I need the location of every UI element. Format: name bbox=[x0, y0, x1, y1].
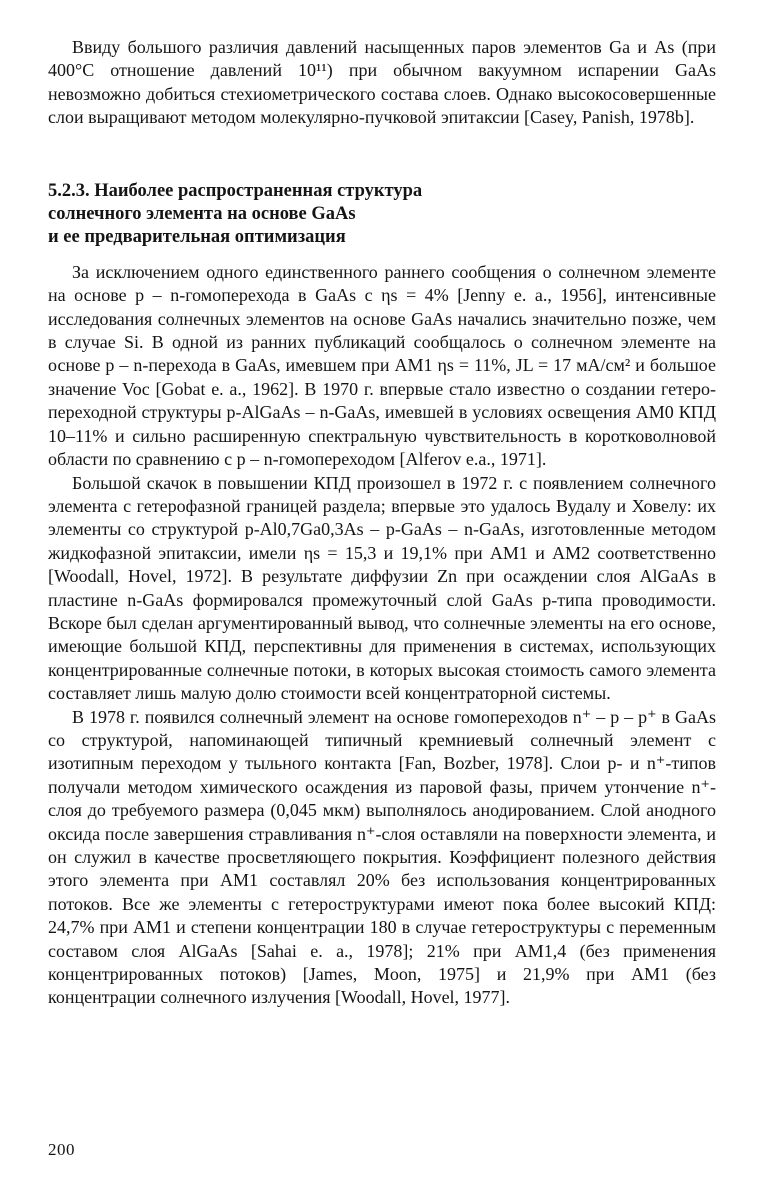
book-page bbox=[48, 36, 716, 1010]
section-heading-line-1: 5.2.3. Наиболее распространенная структура bbox=[48, 180, 423, 201]
intro-paragraph: Ввиду большого различия давлений насыщенных паров элементов Ga и As (при 400°C отношение давлений 10¹¹) при обычном вакуумном испарении GaAs невозможно добиться стехиометрического состава слоев. Однако высокосовершенные слои выращивают методом молекулярно-пучковой эпитаксии [Casey, Panish, 1978b]. bbox=[48, 37, 716, 128]
section-heading bbox=[48, 180, 716, 250]
body-paragraph-2: Большой скачок в повышении КПД произошел в 1972 г. с появлением солнечного элемента с гетерофазной границей раздела; впервые это удалось Вудалу и Ховелу: их элементы со структурой p-Al0,7Ga0,3As – p-GaAs – n-GaAs, изготовленные методом жидкофазной эпитаксии, имели ηs = 15,3 и 19,1% при AM1 и AM2 соответственно [Woodall, Hovel, 1972]. В результате диффузии Zn при осаждении слоя AlGaAs в пластине n-GaAs формировался промежуточный слой GaAs p-типа проводимости. Вскоре был сделан аргументированный вывод, что солнечные элементы на его основе, имеющие большой КПД, перспективны для применения в системах, использующих концентрированные солнечные потоки, в которых высокая стоимость самого элемента составляет лишь малую долю стоимости всей концентраторной системы. bbox=[48, 472, 716, 704]
body-paragraph-1: За исключением одного единственного раннего сообщения о солнечном элементе на основе p – n-гомоперехода в GaAs с ηs = 4% [Jenny e. a., 1956], интенсивные исследования солнечных элементов на основе GaAs начались значительно позже, чем в случае Si. В одной из ранних публикаций сообщалось о солнечном элементе на основе p – n-перехода в GaAs, имевшем при AM1 ηs = 11%, JL = 17 мА/см² и большое значение Voc [Gobat e. a., 1962]. В 1970 г. впервые стало известно о создании гетеропереходной структуры p-AlGaAs – n-GaAs, имевшей в условиях освещения AM0 КПД 10–11% и сильно расширенную спектральную чувствительность в коротковолновой области по сравнению с p – n-гомопереходом [Alferov e.a., 1971]. bbox=[48, 261, 716, 470]
section-heading-line-2: солнечного элемента на основе GaAs bbox=[48, 204, 356, 225]
body-paragraph-3: В 1978 г. появился солнечный элемент на основе гомопереходов n⁺ – p – p⁺ в GaAs со структурой, напоминающей типичный кремниевый солнечный элемент с изотипным переходом у тыльного контакта [Fan, Bozber, 1978]. Слои p- и n⁺-типов получали методом химического осаждения из паровой фазы, причем утончение n⁺-слоя до требуемого размера (0,045 мкм) выполнялось анодированием. Слой анодного оксида после завершения стравливания n⁺-слоя оставляли на поверхности элемента, и он служил в качестве просветляющего покрытия. Коэффициент полезного действия этого элемента при AM1 составлял 20% без использования концентрированных потоков. Все же элементы с гетероструктурами имеют пока более высокий КПД: 24,7% при AM1 и степени концентрации 180 в случае гетероструктуры с переменным составом слоя AlGaAs [Sahai e. a., 1978]; 21% при AM1,4 (без применения концентрированных потоков) [James, Moon, 1975] и 21,9% при AM1 (без концентрации солнечного излучения [Woodall, Hovel, 1977]. bbox=[48, 706, 716, 1008]
section-heading-line-3: и ее предварительная оптимизация bbox=[48, 227, 346, 248]
page-number: 200 bbox=[48, 1140, 75, 1159]
